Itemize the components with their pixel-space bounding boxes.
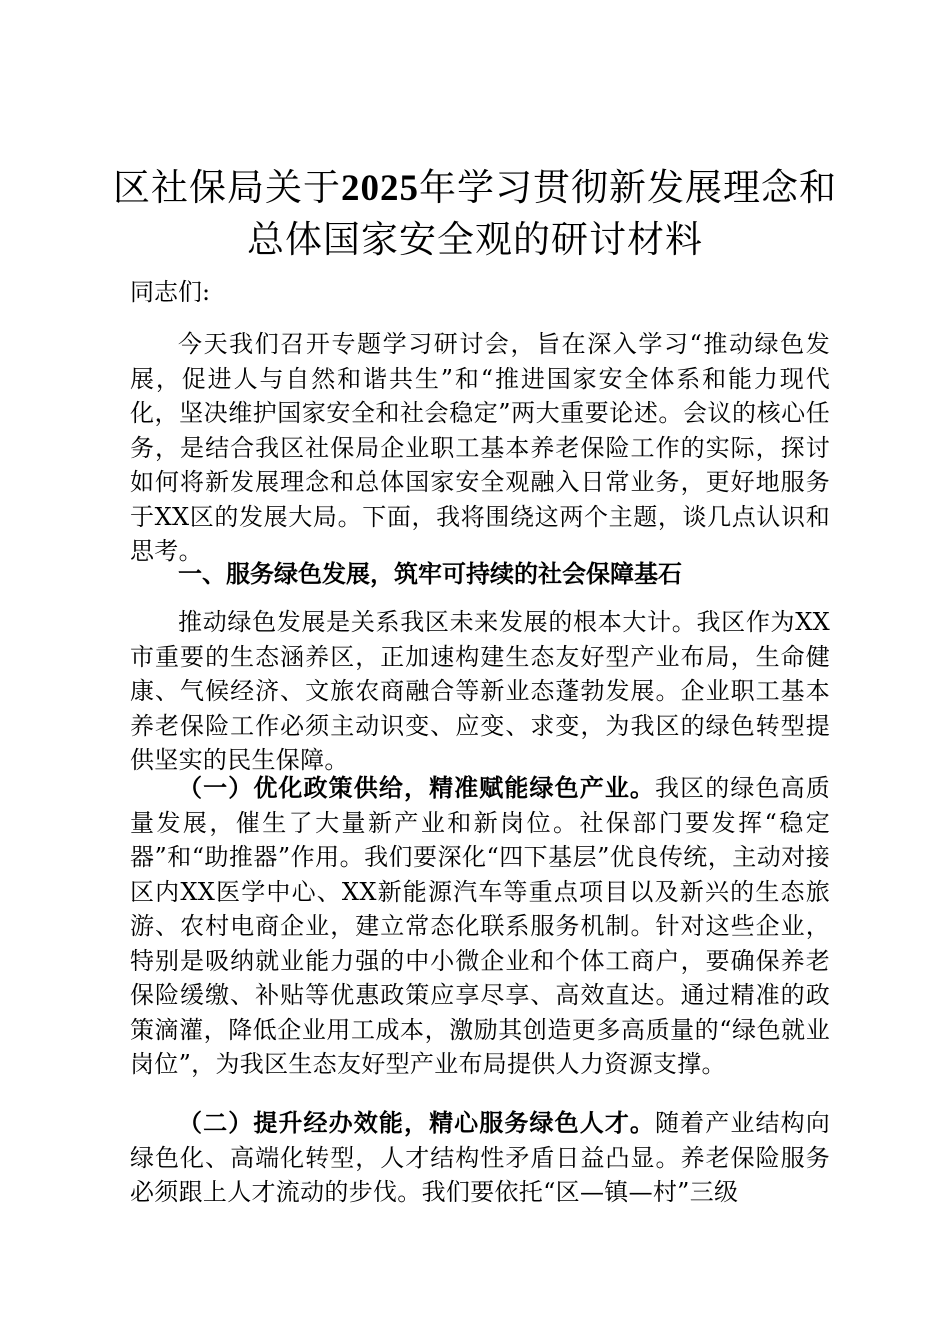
- subsection-2-lead: （二）提升经办效能，精心服务绿色人才。: [178, 1109, 656, 1137]
- title-text-end: 年学习贯彻新发展理念和: [419, 166, 837, 209]
- subsection-1-paragraph: [130, 771, 830, 1082]
- intro-paragraph: 今天我们召开专题学习研讨会，旨在深入学习“推动绿色发展，促进人与自然和谐共生”和“推进国家安全体系和能力现代化，坚决维护国家安全和社会稳定”两大重要论述。会议的核心任务，是结合我区社保局企业职工基本养老保险工作的实际，探讨如何将新发展理念和总体国家安全观融入日常业务，更好地服务于XX区的发展大局。下面，我将围绕这两个主题，谈几点认识和思考。: [130, 330, 830, 565]
- subsection-2-paragraph: [130, 1106, 830, 1210]
- section-1-heading: 一、服务绿色发展，筑牢可持续的社会保障基石: [178, 560, 682, 588]
- section-1-paragraph: 推动绿色发展是关系我区未来发展的根本大计。我区作为XX市重要的生态涵养区，正加速构建生态友好型产业布局，生命健康、气候经济、文旅农商融合等新业态蓬勃发展。企业职工基本养老保险工作必须主动识变、应变、求变，为我区的绿色转型提供坚实的民生保障。: [130, 608, 830, 774]
- document-title-line-1: [60, 162, 890, 215]
- subsection-2-body: 随着产业结构向绿色化、高端化转型，人才结构性矛盾日益凸显。养老保险服务必须跟上人才流动的步伐。我们要依托“区—镇—村”三级: [130, 1109, 830, 1206]
- document-title-line-2: 总体国家安全观的研讨材料: [247, 218, 703, 261]
- subsection-1-body: 我区的绿色高质量发展，催生了大量新产业和新岗位。社保部门要发挥“稳定器”和“助推器”作用。我们要深化“四下基层”优良传统，主动对接区内XX医学中心、XX新能源汽车等重点项目以及新兴的生态旅游、农村电商企业，建立常态化联系服务机制。针对这些企业，特别是吸纳就业能力强的中小微企业和个体工商户，要确保养老保险缓缴、补贴等优惠政策应享尽享、高效直达。通过精准的政策滴灌，降低企业用工成本，激励其创造更多高质量的“绿色就业岗位”，为我区生态友好型产业布局提供人力资源支撑。: [130, 774, 830, 1078]
- salutation: 同志们:: [130, 278, 211, 306]
- title-year: 2025: [341, 168, 419, 209]
- title-text-start: 区社保局关于: [113, 166, 341, 209]
- subsection-1-lead: （一）优化政策供给，精准赋能绿色产业。: [178, 774, 656, 802]
